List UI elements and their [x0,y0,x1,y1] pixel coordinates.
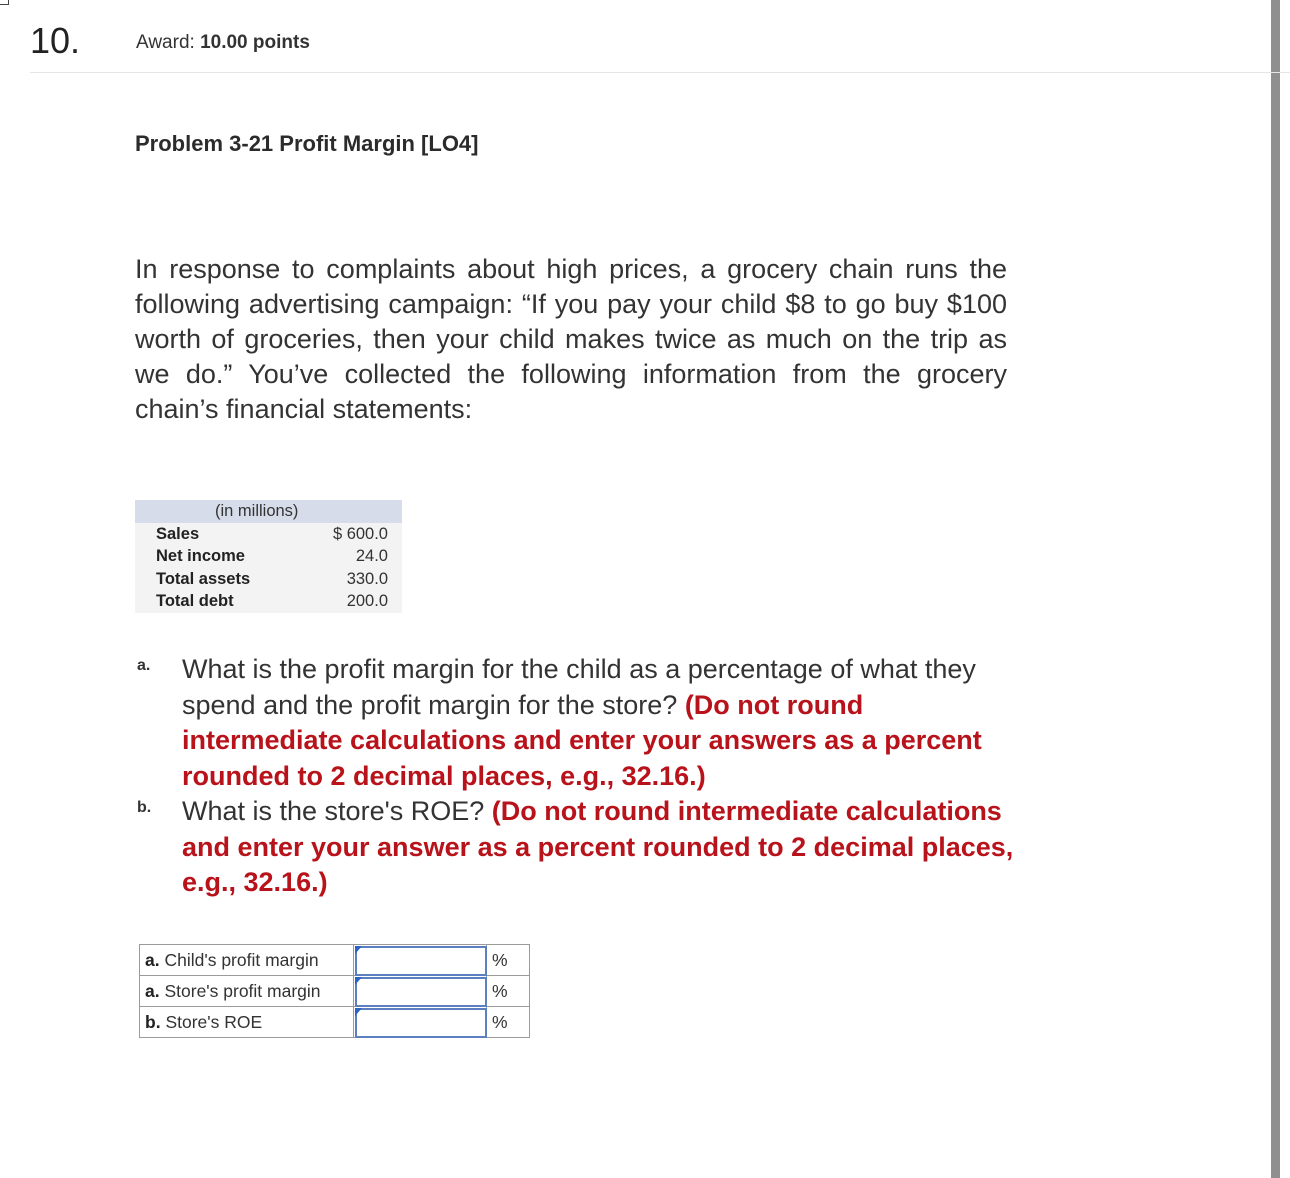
row-label: Sales [135,523,306,546]
answer-input-cell [354,945,487,976]
table-row [135,591,402,614]
answer-label-text: Store's profit margin [164,980,321,1001]
answer-label [140,1007,354,1038]
question-parts [135,652,1015,901]
answer-prefix: a. [145,980,160,1001]
store-roe-input[interactable] [355,1008,487,1038]
corner-mark [0,0,9,5]
unit-label: % [487,945,530,976]
answer-row [140,945,530,976]
problem-title: Problem 3-21 Profit Margin [LO4] [135,131,479,156]
row-label: Total debt [135,591,306,614]
question-number: 10. [30,20,81,61]
store-profit-margin-input[interactable] [355,977,487,1007]
answer-prefix: b. [145,1011,161,1032]
answer-label-text: Store's ROE [165,1011,263,1032]
child-profit-margin-input[interactable] [355,946,487,976]
part-letter: b. [137,799,152,816]
answer-label [140,976,354,1007]
row-value: 24.0 [306,546,402,569]
table-row [135,546,402,569]
answer-label [140,945,354,976]
table-row [135,523,402,546]
answer-prefix: a. [145,949,160,970]
answer-row [140,1007,530,1038]
award-value: 10.00 points [200,32,310,53]
question-header [30,18,1290,73]
unit-label: % [487,1007,530,1038]
financials-header-row [135,500,402,523]
financials-table [135,500,402,613]
part-text: What is the store's ROE? [182,796,485,826]
row-label: Total assets [135,568,306,591]
part-a [135,652,1015,794]
answer-row [140,976,530,1007]
award-label: Award: [136,32,195,53]
part-instruction: (Do not round intermediate calculations and enter your answers as a percent rounded to 2 decimal places, e.g., 32.16.) [182,689,982,791]
part-instruction: (Do not round intermediate calculations and enter your answer as a percent rounded to 2 decimal places, e.g., 32.16.) [182,796,1014,897]
answer-label-text: Child's profit margin [164,949,319,970]
row-label: Net income [135,546,306,569]
part-b [135,794,1015,901]
financials-header: (in millions) [135,500,402,523]
answer-input-cell [354,976,487,1007]
scrollbar[interactable] [1271,0,1280,1178]
award [136,32,310,54]
answer-input-cell [354,1007,487,1038]
row-value: 330.0 [306,568,402,591]
table-row [135,568,402,591]
problem-intro: In response to complaints about high prices, a grocery chain runs the following advertising campaign: “If you pay your child $8 to go buy $100 worth of groceries, then your child makes twice as much on the trip as we do.” You’ve collected the following information from the grocery chain’s financial statements: [135,254,1007,424]
part-text: What is the profit margin for the child as a percentage of what they spend and the profit margin for the store? [182,654,976,720]
answer-table [139,944,530,1038]
row-value: $ 600.0 [306,523,402,546]
unit-label: % [487,976,530,1007]
row-value: 200.0 [306,591,402,614]
part-letter: a. [137,657,151,674]
